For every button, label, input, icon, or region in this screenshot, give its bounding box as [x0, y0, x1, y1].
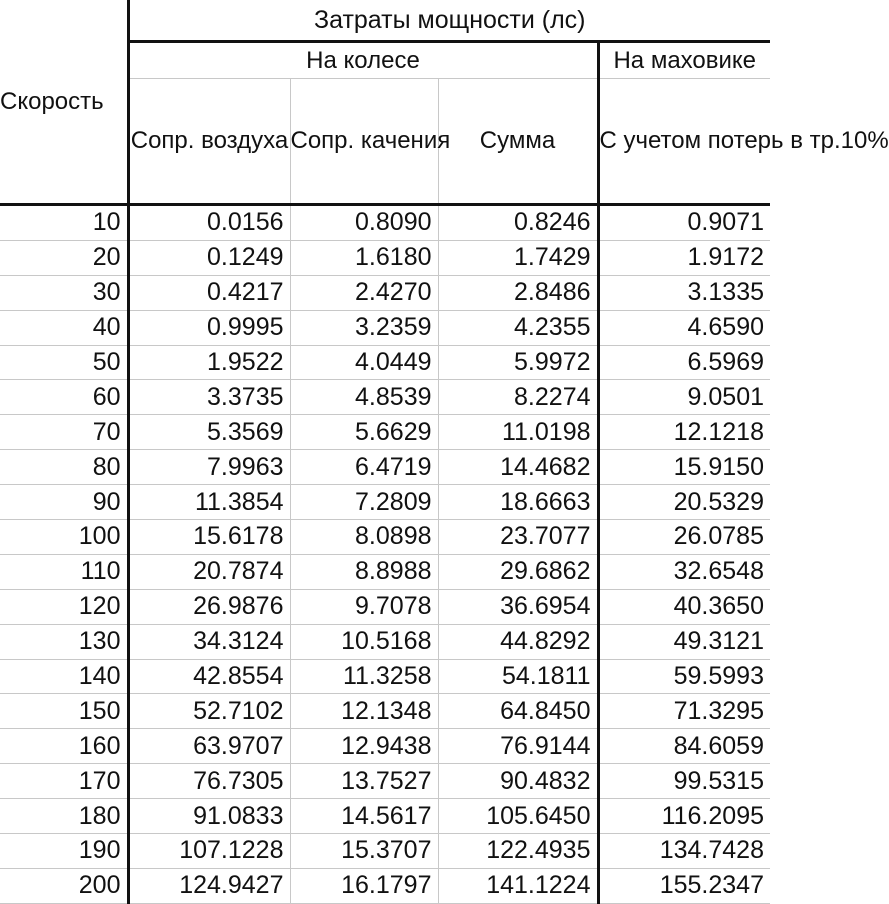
cell-rolling-resistance[interactable]: 12.9438 — [290, 729, 438, 764]
cell-rolling-resistance[interactable]: 8.0898 — [290, 520, 438, 555]
cell-flywheel[interactable]: 20.5329 — [598, 485, 770, 520]
cell-rolling-resistance[interactable]: 7.2809 — [290, 485, 438, 520]
cell-rolling-resistance[interactable]: 11.3258 — [290, 659, 438, 694]
cell-flywheel[interactable]: 15.9150 — [598, 450, 770, 485]
table-row — [0, 415, 770, 450]
cell-flywheel[interactable]: 99.5315 — [598, 764, 770, 799]
cell-speed[interactable]: 40 — [0, 310, 128, 345]
cell-flywheel[interactable]: 6.5969 — [598, 345, 770, 380]
table-row — [0, 659, 770, 694]
table-row — [0, 694, 770, 729]
table-row — [0, 520, 770, 555]
cell-speed[interactable]: 50 — [0, 345, 128, 380]
cell-air-resistance[interactable]: 42.8554 — [128, 659, 290, 694]
cell-air-resistance[interactable]: 20.7874 — [128, 554, 290, 589]
cell-sum[interactable]: 2.8486 — [438, 275, 598, 310]
table-header — [0, 0, 889, 205]
cell-rolling-resistance[interactable]: 2.4270 — [290, 275, 438, 310]
cell-rolling-resistance[interactable]: 5.6629 — [290, 415, 438, 450]
cell-speed[interactable]: 120 — [0, 589, 128, 624]
cell-sum[interactable]: 4.2355 — [438, 310, 598, 345]
cell-rolling-resistance[interactable]: 6.4719 — [290, 450, 438, 485]
cell-air-resistance[interactable]: 0.1249 — [128, 240, 290, 275]
cell-sum[interactable]: 23.7077 — [438, 520, 598, 555]
cell-flywheel[interactable]: 84.6059 — [598, 729, 770, 764]
cell-sum[interactable]: 90.4832 — [438, 764, 598, 799]
cell-sum[interactable]: 141.1224 — [438, 868, 598, 903]
cell-speed[interactable]: 110 — [0, 554, 128, 589]
cell-sum[interactable]: 11.0198 — [438, 415, 598, 450]
cell-flywheel[interactable]: 134.7428 — [598, 834, 770, 869]
cell-speed[interactable]: 140 — [0, 659, 128, 694]
cell-rolling-resistance[interactable]: 13.7527 — [290, 764, 438, 799]
cell-flywheel[interactable]: 49.3121 — [598, 624, 770, 659]
cell-sum[interactable]: 54.1811 — [438, 659, 598, 694]
table-row — [0, 345, 770, 380]
table-row — [0, 799, 770, 834]
header-at-wheel[interactable]: На колесе — [128, 42, 598, 79]
cell-air-resistance[interactable]: 91.0833 — [128, 799, 290, 834]
cell-rolling-resistance[interactable]: 4.8539 — [290, 380, 438, 415]
table-row — [0, 205, 770, 241]
cell-speed[interactable]: 160 — [0, 729, 128, 764]
cell-speed[interactable]: 200 — [0, 868, 128, 903]
cell-speed[interactable]: 100 — [0, 520, 128, 555]
cell-speed[interactable]: 130 — [0, 624, 128, 659]
cell-flywheel[interactable]: 71.3295 — [598, 694, 770, 729]
table-row — [0, 868, 770, 903]
cell-flywheel[interactable]: 116.2095 — [598, 799, 770, 834]
cell-rolling-resistance[interactable]: 14.5617 — [290, 799, 438, 834]
cell-flywheel[interactable]: 1.9172 — [598, 240, 770, 275]
header-air-resistance[interactable]: Сопр. воздуха — [128, 79, 290, 205]
table-row — [0, 729, 770, 764]
cell-rolling-resistance[interactable]: 0.8090 — [290, 205, 438, 241]
cell-flywheel[interactable]: 59.5993 — [598, 659, 770, 694]
table-row — [0, 485, 770, 520]
table-row — [0, 589, 770, 624]
cell-speed[interactable]: 170 — [0, 764, 128, 799]
table-row — [0, 764, 770, 799]
cell-air-resistance[interactable]: 76.7305 — [128, 764, 290, 799]
cell-sum[interactable]: 44.8292 — [438, 624, 598, 659]
cell-flywheel[interactable]: 32.6548 — [598, 554, 770, 589]
cell-air-resistance[interactable]: 11.3854 — [128, 485, 290, 520]
cell-rolling-resistance[interactable]: 4.0449 — [290, 345, 438, 380]
cell-air-resistance[interactable]: 7.9963 — [128, 450, 290, 485]
cell-speed[interactable]: 20 — [0, 240, 128, 275]
cell-sum[interactable]: 29.6862 — [438, 554, 598, 589]
cell-air-resistance[interactable]: 5.3569 — [128, 415, 290, 450]
cell-rolling-resistance[interactable]: 16.1797 — [290, 868, 438, 903]
cell-speed[interactable]: 180 — [0, 799, 128, 834]
table-row — [0, 834, 770, 869]
cell-sum[interactable]: 1.7429 — [438, 240, 598, 275]
cell-speed[interactable]: 80 — [0, 450, 128, 485]
cell-sum[interactable]: 122.4935 — [438, 834, 598, 869]
cell-rolling-resistance[interactable]: 3.2359 — [290, 310, 438, 345]
cell-flywheel[interactable]: 12.1218 — [598, 415, 770, 450]
cell-sum[interactable]: 64.8450 — [438, 694, 598, 729]
header-speed[interactable]: Скорость — [0, 0, 128, 205]
cell-air-resistance[interactable]: 15.6178 — [128, 520, 290, 555]
cell-flywheel[interactable]: 40.3650 — [598, 589, 770, 624]
table-row — [0, 624, 770, 659]
cell-air-resistance[interactable]: 0.9995 — [128, 310, 290, 345]
cell-flywheel[interactable]: 155.2347 — [598, 868, 770, 903]
table-row — [0, 275, 770, 310]
cell-air-resistance[interactable]: 0.4217 — [128, 275, 290, 310]
cell-sum[interactable]: 76.9144 — [438, 729, 598, 764]
table-body — [0, 205, 770, 904]
header-rolling-resistance[interactable]: Сопр. качения — [290, 79, 438, 205]
cell-rolling-resistance[interactable]: 15.3707 — [290, 834, 438, 869]
header-sum[interactable]: Сумма — [438, 79, 598, 205]
cell-speed[interactable]: 30 — [0, 275, 128, 310]
cell-sum[interactable]: 8.2274 — [438, 380, 598, 415]
cell-rolling-resistance[interactable]: 1.6180 — [290, 240, 438, 275]
cell-air-resistance[interactable]: 52.7102 — [128, 694, 290, 729]
cell-sum[interactable]: 105.6450 — [438, 799, 598, 834]
cell-sum[interactable]: 18.6663 — [438, 485, 598, 520]
cell-air-resistance[interactable]: 1.9522 — [128, 345, 290, 380]
cell-rolling-resistance[interactable]: 10.5168 — [290, 624, 438, 659]
header-at-flywheel[interactable]: На маховике — [598, 42, 770, 79]
table-row — [0, 240, 770, 275]
cell-rolling-resistance[interactable]: 8.8988 — [290, 554, 438, 589]
cell-air-resistance[interactable]: 3.3735 — [128, 380, 290, 415]
cell-sum[interactable]: 0.8246 — [438, 205, 598, 241]
cell-air-resistance[interactable]: 124.9427 — [128, 868, 290, 903]
cell-air-resistance[interactable]: 0.0156 — [128, 205, 290, 241]
cell-air-resistance[interactable]: 107.1228 — [128, 834, 290, 869]
cell-air-resistance[interactable]: 63.9707 — [128, 729, 290, 764]
table-row — [0, 380, 770, 415]
cell-sum[interactable]: 36.6954 — [438, 589, 598, 624]
cell-sum[interactable]: 5.9972 — [438, 345, 598, 380]
cell-air-resistance[interactable]: 34.3124 — [128, 624, 290, 659]
cell-sum[interactable]: 14.4682 — [438, 450, 598, 485]
cell-speed[interactable]: 60 — [0, 380, 128, 415]
table-row — [0, 450, 770, 485]
cell-speed[interactable]: 150 — [0, 694, 128, 729]
cell-flywheel[interactable]: 0.9071 — [598, 205, 770, 241]
cell-flywheel[interactable]: 3.1335 — [598, 275, 770, 310]
header-power-costs[interactable]: Затраты мощности (лс) — [128, 0, 770, 42]
cell-rolling-resistance[interactable]: 12.1348 — [290, 694, 438, 729]
cell-speed[interactable]: 10 — [0, 205, 128, 241]
cell-speed[interactable]: 70 — [0, 415, 128, 450]
cell-flywheel[interactable]: 4.6590 — [598, 310, 770, 345]
header-with-losses[interactable]: С учетом потерь в тр.10% — [598, 79, 770, 205]
cell-air-resistance[interactable]: 26.9876 — [128, 589, 290, 624]
table-row — [0, 554, 770, 589]
cell-speed[interactable]: 90 — [0, 485, 128, 520]
cell-rolling-resistance[interactable]: 9.7078 — [290, 589, 438, 624]
cell-speed[interactable]: 190 — [0, 834, 128, 869]
cell-flywheel[interactable]: 9.0501 — [598, 380, 770, 415]
table-row — [0, 310, 770, 345]
cell-flywheel[interactable]: 26.0785 — [598, 520, 770, 555]
